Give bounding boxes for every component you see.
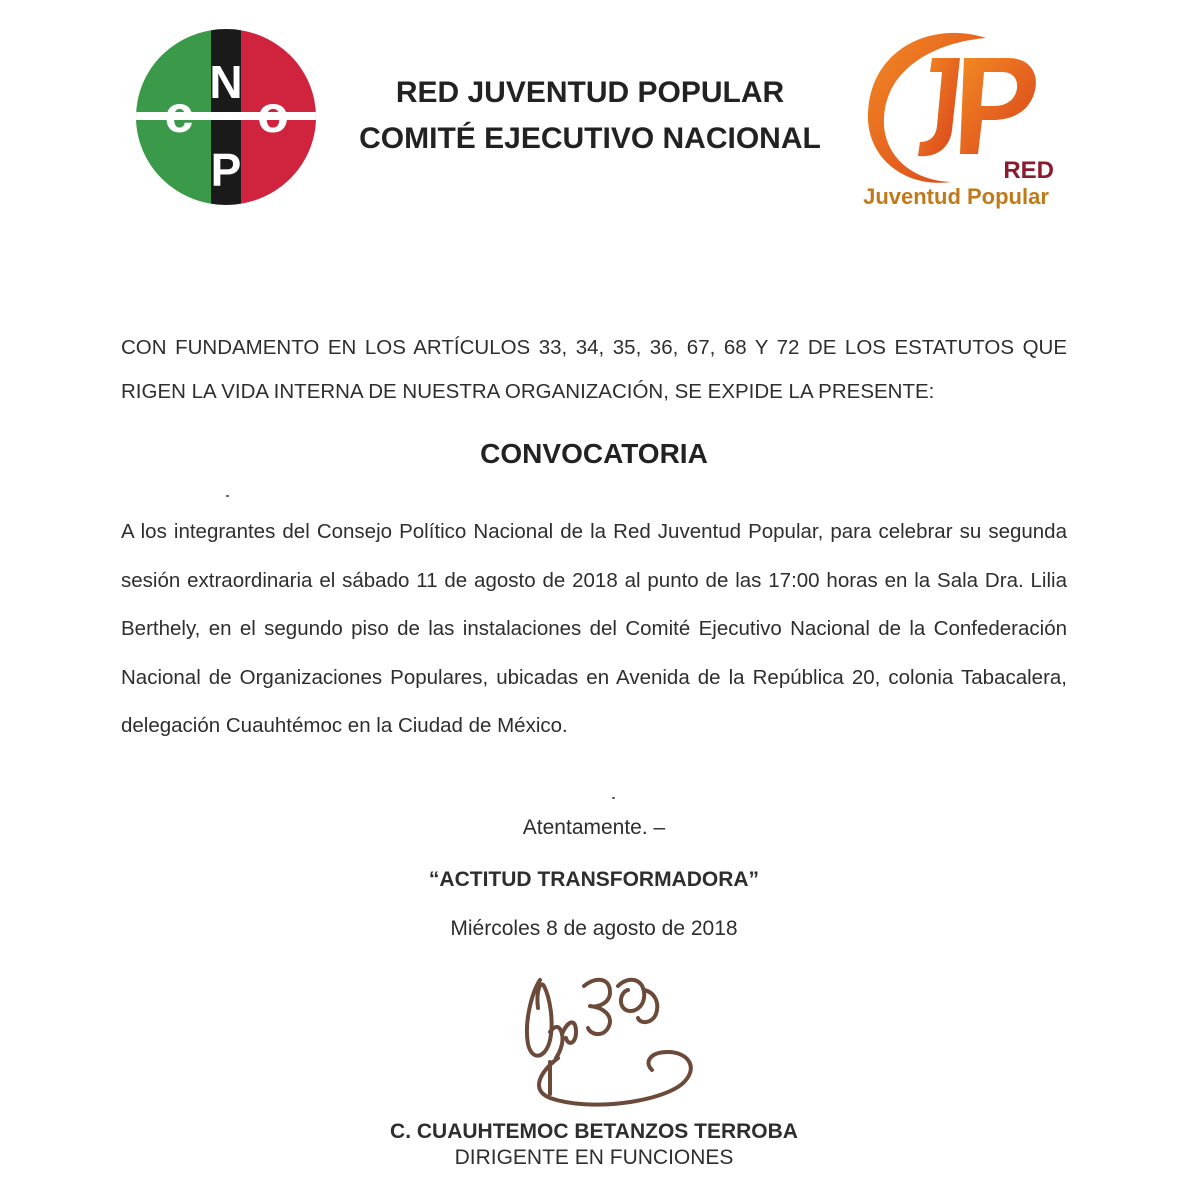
- scan-speck: [226, 495, 229, 497]
- jp-logo-org-name: Juventud Popular: [863, 184, 1049, 209]
- preamble-text: CON FUNDAMENTO EN LOS ARTÍCULOS 33, 34, 35, 36, 67, 68 Y 72 DE LOS ESTATUTOS QUE RIGEN LA VIDA INTERNA DE NUESTRA ORGANIZACIÓN, SE EXPIDE LA PRESENTE:: [121, 336, 1067, 403]
- closing-motto: “ACTITUD TRANSFORMADORA”: [428, 868, 760, 891]
- logo-letter-p: P: [210, 144, 242, 196]
- header-title: [330, 70, 850, 162]
- cnop-logo: [135, 28, 317, 206]
- document-heading: CONVOCATORIA: [480, 438, 708, 469]
- signatory-name: C. CUAUHTEMOC BETANZOS TERROBA: [390, 1120, 798, 1143]
- logo-letter-o: o: [257, 86, 289, 144]
- header-title-line1: RED JUVENTUD POPULAR: [395, 76, 785, 109]
- header-title-line2: COMITÉ EJECUTIVO NACIONAL: [359, 122, 821, 155]
- jp-logo-red-word: RED: [1003, 157, 1054, 184]
- signatory-title: DIRIGENTE EN FUNCIONES: [454, 1146, 734, 1169]
- scan-speck: [612, 797, 615, 799]
- logo-letter-c: c: [164, 86, 194, 144]
- logo-letter-n: N: [209, 56, 243, 108]
- jp-logo: [836, 20, 1076, 215]
- closing-date: Miércoles 8 de agosto de 2018: [450, 917, 738, 940]
- handwritten-signature: [510, 962, 710, 1112]
- convocatoria-body: A los integrantes del Consejo Político Nacional de la Red Juventud Popular, para celebrar su segunda sesión extraordinaria el sábado 11 de agosto de 2018 al punto de las 17:00 horas en la Sala Dra. Lilia Berthely, en el segundo piso de las instalaciones del Comité Ejecutivo Nacional de la Confederación Nacional de Organizaciones Populares, ubicadas en Avenida de la República 20, colonia Tabacalera, delegación Cuauhtémoc en la Ciudad de México.: [121, 520, 1067, 737]
- closing-salutation: Atentamente. –: [522, 816, 666, 839]
